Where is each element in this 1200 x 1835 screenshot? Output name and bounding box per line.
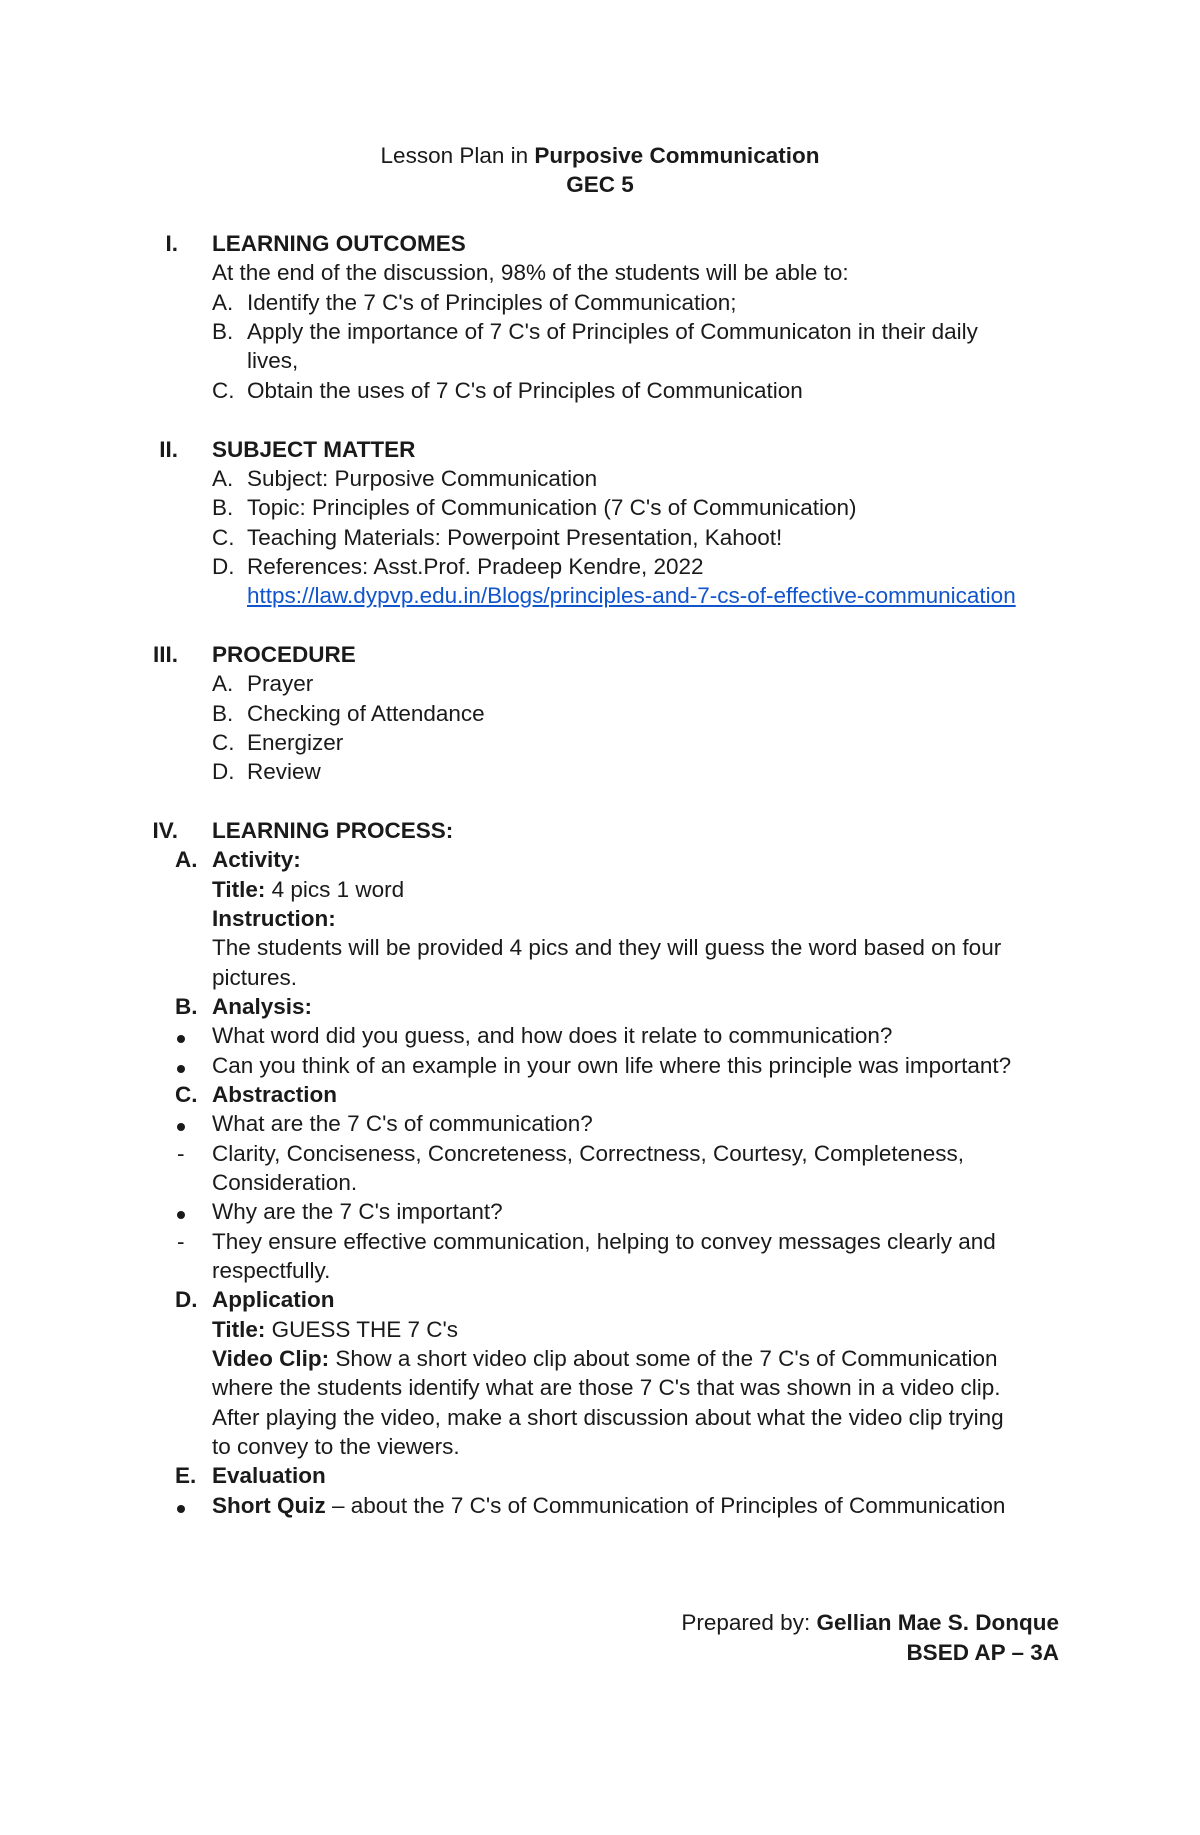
abstraction-question-2: Why are the 7 C's important? [212,1199,503,1224]
bullet-dot [177,1051,185,1080]
bullet-dot [177,1109,185,1138]
abstraction-letter: C. [175,1082,198,1107]
dash-marker: - [177,1229,185,1254]
activity-instruction-text-cont: pictures. [212,965,298,990]
section-1-intro: At the end of the discussion, 98% of the students will be able to: [212,260,849,285]
title-subject: Purposive Communication [534,143,820,168]
abstraction-answer-2: They ensure effective communication, helping to convey messages clearly and [212,1229,996,1254]
activity-instruction-label: Instruction: [212,906,336,931]
prepared-by: Prepared by: Gellian Mae S. Donque [681,1610,1059,1635]
procedure-d-letter: D. [212,759,235,784]
procedure-c-text: Energizer [247,730,344,755]
dash-marker: - [177,1141,185,1166]
procedure-d-text: Review [247,759,321,784]
subject-a-text: Subject: Purposive Communication [247,466,598,491]
evaluation-short-quiz: Short Quiz – about the 7 C's of Communication of Principles of Communication [212,1493,1006,1518]
outcome-b-letter: B. [212,319,234,344]
abstraction-answer-1-cont: Consideration. [212,1170,358,1195]
activity-letter: A. [175,847,198,872]
outcome-b-text-cont: lives, [247,348,299,373]
procedure-a-text: Prayer [247,671,314,696]
application-title: Title: GUESS THE 7 C's [212,1317,459,1342]
application-video-clip-cont: to convey to the viewers. [212,1434,460,1459]
subject-b-text: Topic: Principles of Communication (7 C's of Communication) [247,495,857,520]
author-program: BSED AP – 3A [906,1640,1059,1665]
application-video-clip-cont: where the students identify what are those 7 C's that was shown in a video clip. [212,1375,1001,1400]
section-2-numeral: II. [159,437,178,462]
abstraction-heading: Abstraction [212,1082,338,1107]
subject-d-text: References: Asst.Prof. Pradeep Kendre, 2022 [247,554,704,579]
outcome-c-letter: C. [212,378,235,403]
outcome-b-text: Apply the importance of 7 C's of Principles of Communicaton in their daily [247,319,978,344]
abstraction-answer-2-cont: respectfully. [212,1258,331,1283]
procedure-b-text: Checking of Attendance [247,701,485,726]
procedure-c-letter: C. [212,730,235,755]
section-4-heading: LEARNING PROCESS: [212,818,454,843]
application-video-clip: Video Clip: Show a short video clip about some of the 7 C's of Communication [212,1346,998,1371]
subject-b-letter: B. [212,495,234,520]
bullet-dot [177,1021,185,1050]
activity-heading: Activity: [212,847,301,872]
section-2-heading: SUBJECT MATTER [212,437,416,462]
author-name: Gellian Mae S. Donque [816,1610,1059,1635]
section-1-heading: LEARNING OUTCOMES [212,231,466,256]
procedure-b-letter: B. [212,701,234,726]
subject-c-text: Teaching Materials: Powerpoint Presentation, Kahoot! [247,525,783,550]
outcome-a-letter: A. [212,290,234,315]
application-video-clip-cont: After playing the video, make a short discussion about what the video clip trying [212,1405,1004,1430]
analysis-heading: Analysis: [212,994,313,1019]
course-code: GEC 5 [566,172,634,197]
section-3-heading: PROCEDURE [212,642,356,667]
subject-d-letter: D. [212,554,235,579]
outcome-a-text: Identify the 7 C's of Principles of Communication; [247,290,737,315]
evaluation-heading: Evaluation [212,1463,326,1488]
procedure-a-letter: A. [212,671,234,696]
section-4-numeral: IV. [152,818,178,843]
application-letter: D. [175,1287,198,1312]
abstraction-answer-1: Clarity, Conciseness, Concreteness, Correctness, Courtesy, Completeness, [212,1141,964,1166]
subject-c-letter: C. [212,525,235,550]
reference-link[interactable]: https://law.dypvp.edu.in/Blogs/principles-and-7-cs-of-effective-communication [247,583,1016,608]
bullet-dot [177,1197,185,1226]
title-prefix: Lesson Plan in [380,143,535,168]
section-3-numeral: III. [152,642,178,667]
application-heading: Application [212,1287,335,1312]
activity-title: Title: 4 pics 1 word [212,877,405,902]
analysis-question-1: What word did you guess, and how does it relate to communication? [212,1023,893,1048]
analysis-letter: B. [175,994,198,1019]
activity-instruction-text: The students will be provided 4 pics and they will guess the word based on four [212,935,1002,960]
section-1-numeral: I. [165,231,178,256]
subject-a-letter: A. [212,466,234,491]
outcome-c-text: Obtain the uses of 7 C's of Principles of Communication [247,378,803,403]
abstraction-question-1: What are the 7 C's of communication? [212,1111,593,1136]
document-title [0,141,1200,170]
bullet-dot [177,1491,185,1520]
analysis-question-2: Can you think of an example in your own life where this principle was important? [212,1053,1012,1078]
evaluation-letter: E. [175,1463,197,1488]
